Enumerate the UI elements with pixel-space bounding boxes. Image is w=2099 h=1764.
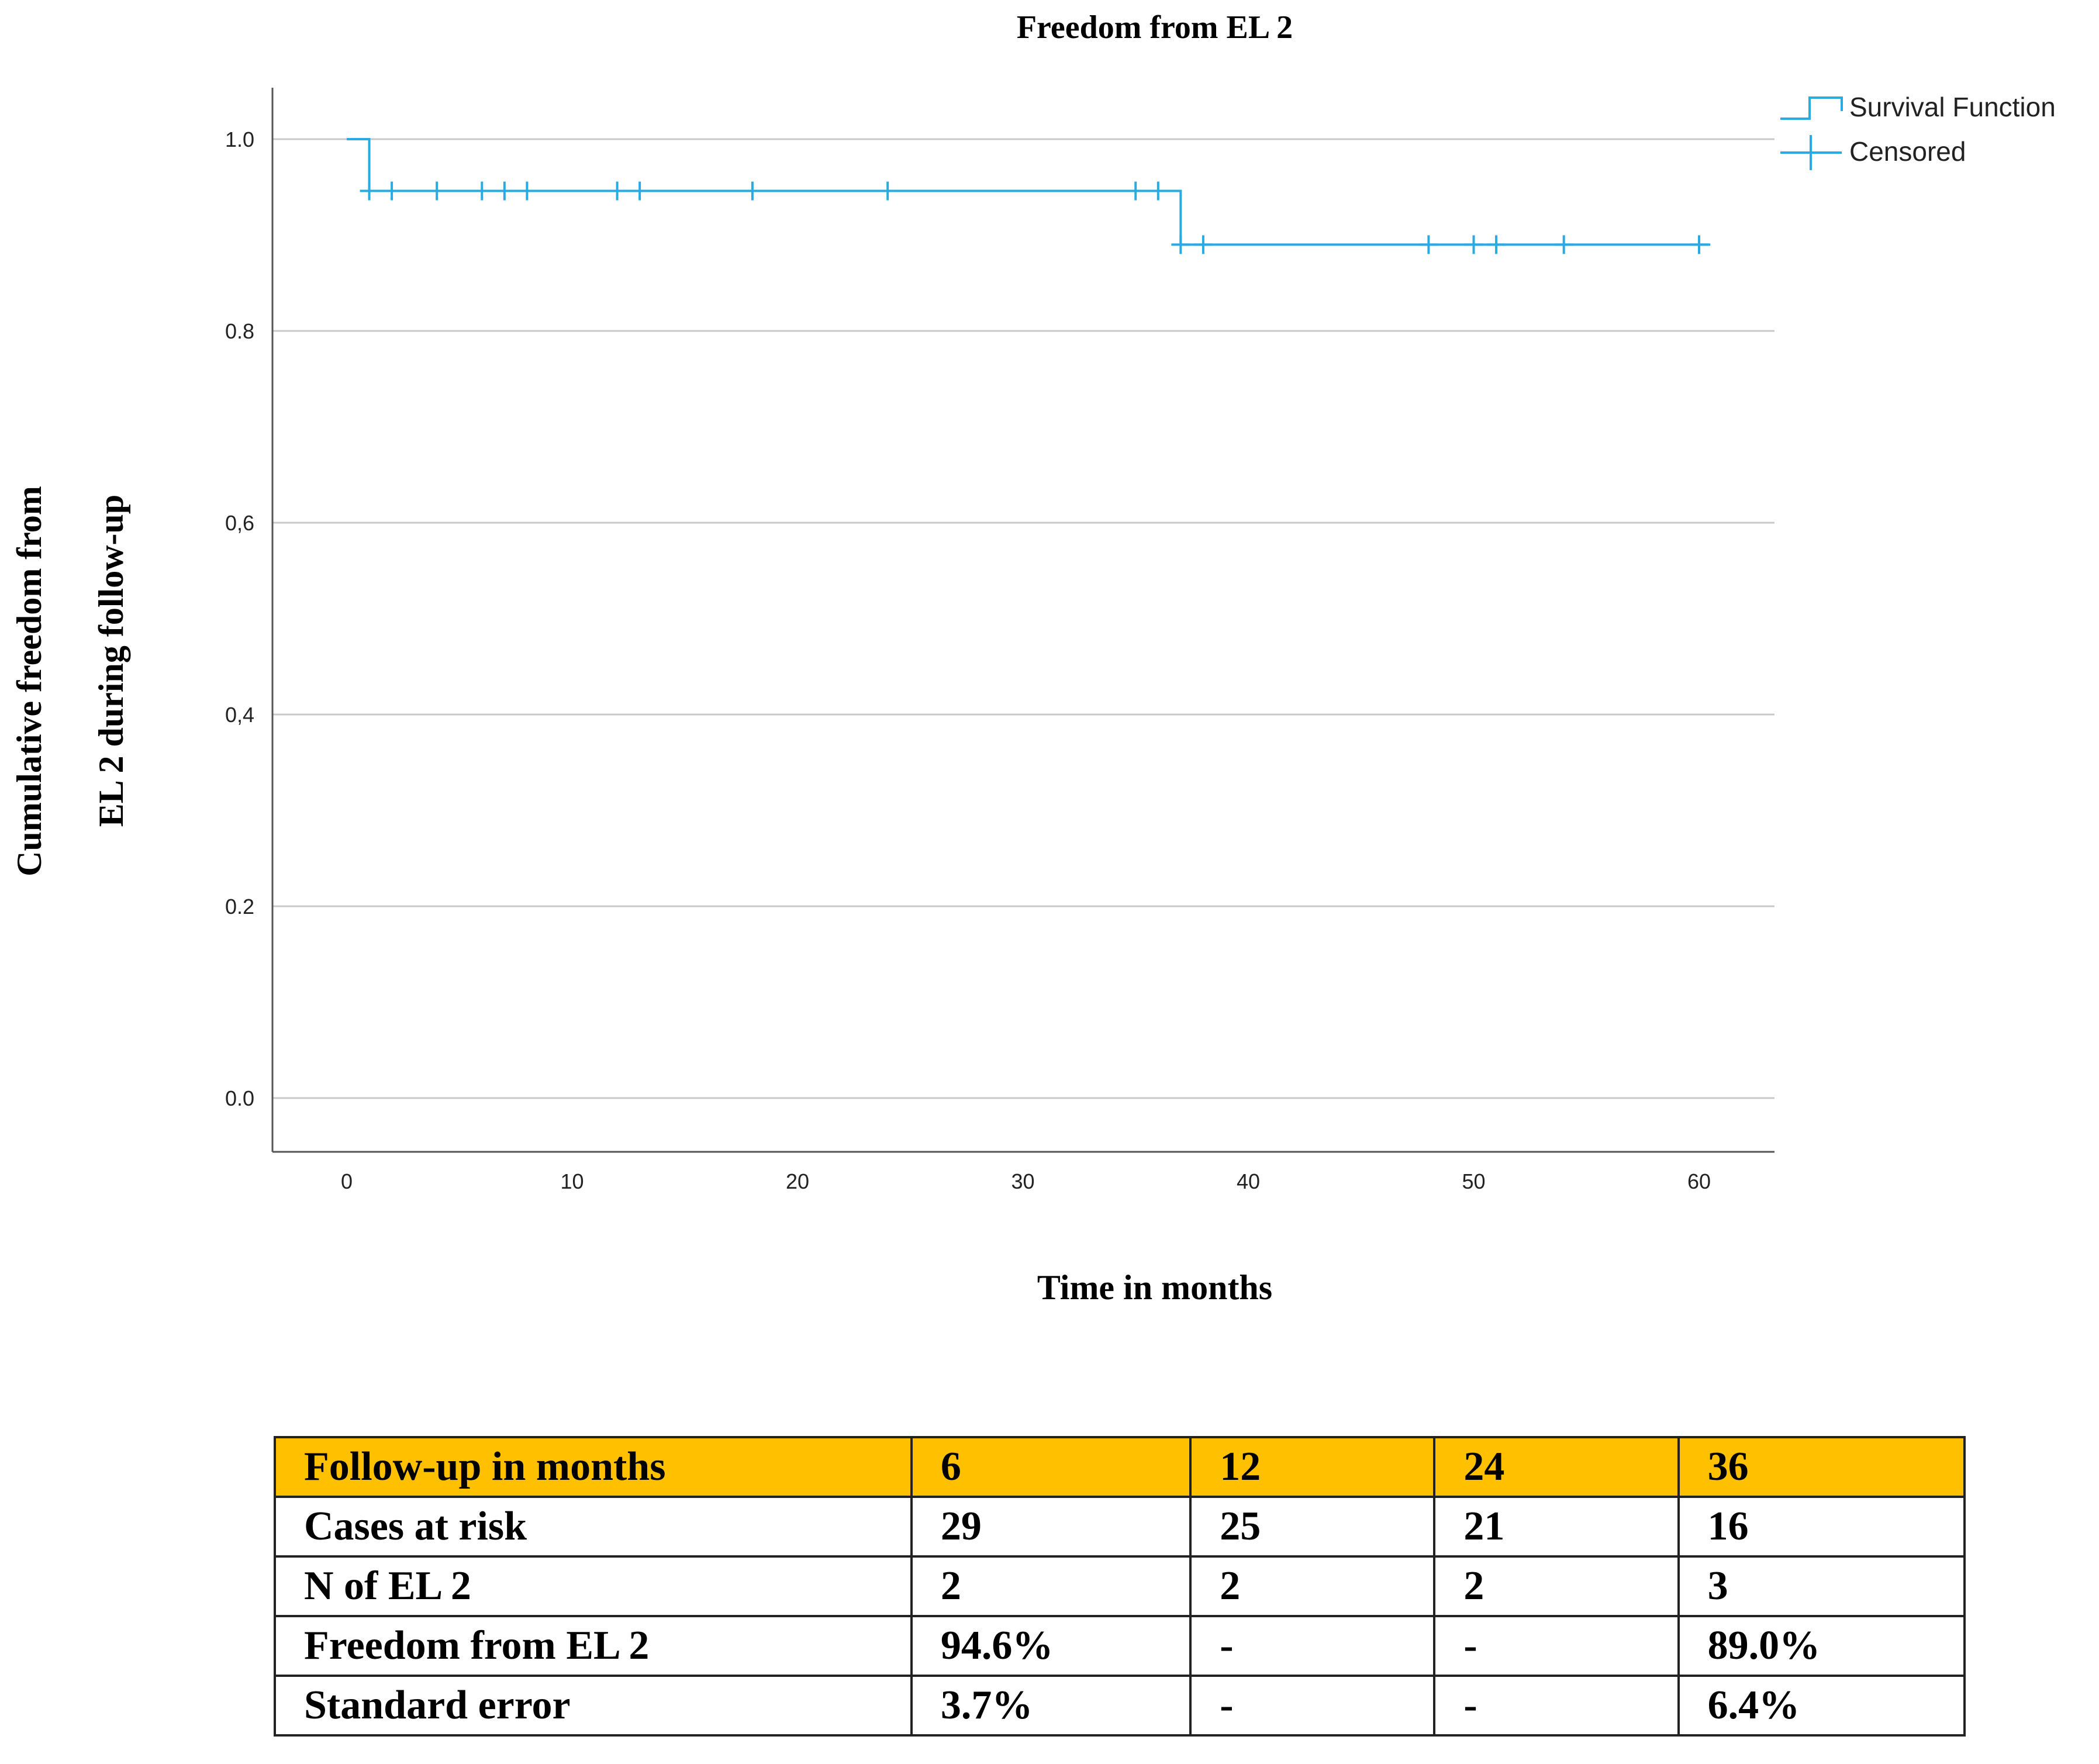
- y-tick-label-0: 0.0: [225, 1086, 254, 1110]
- value-cell: -: [1190, 1676, 1434, 1735]
- y-axis-title-line2: EL 2 during follow-up: [92, 494, 130, 827]
- censor-mark: [1149, 182, 1168, 201]
- value-cell: 29: [912, 1497, 1190, 1556]
- x-tick-label-4: 40: [1236, 1169, 1261, 1193]
- value-cell: 36: [1679, 1437, 1965, 1497]
- censor-mark: [743, 182, 762, 201]
- value-cell: 2: [1434, 1556, 1678, 1616]
- value-cell: 24: [1434, 1437, 1678, 1497]
- row-label-cell: Follow-up in months: [275, 1437, 912, 1497]
- value-cell: -: [1190, 1616, 1434, 1676]
- x-tick-label-6: 60: [1687, 1169, 1711, 1193]
- table-header-row: [275, 1437, 1965, 1497]
- value-cell: 12: [1190, 1437, 1434, 1497]
- value-cell: 2: [912, 1556, 1190, 1616]
- censor-mark: [630, 182, 649, 201]
- censor-mark: [495, 182, 514, 201]
- value-cell: -: [1434, 1616, 1678, 1676]
- survival-step-line: [347, 139, 1710, 244]
- table-row: [275, 1497, 1965, 1556]
- y-tick-label-3: 0,6: [225, 511, 254, 535]
- row-label-cell: Cases at risk: [275, 1497, 912, 1556]
- censor-mark: [360, 182, 379, 201]
- value-cell: 6.4%: [1679, 1676, 1965, 1735]
- risk-table: [274, 1436, 1966, 1737]
- row-label-cell: Freedom from EL 2: [275, 1616, 912, 1676]
- censor-mark: [1555, 235, 1573, 254]
- censor-mark: [608, 182, 627, 201]
- value-cell: 89.0%: [1679, 1616, 1965, 1676]
- censor-mark: [1690, 235, 1708, 254]
- censor-mark: [1419, 235, 1438, 254]
- series: [347, 139, 1710, 254]
- x-tick-label-0: 0: [340, 1169, 353, 1193]
- value-cell: 6: [912, 1437, 1190, 1497]
- x-tick-label-1: 10: [560, 1169, 584, 1193]
- x-axis-title: Time in months: [1037, 1268, 1273, 1307]
- row-label-cell: Standard error: [275, 1676, 912, 1735]
- x-tick-label-3: 30: [1011, 1169, 1035, 1193]
- x-tick-labels: [341, 1169, 1711, 1193]
- y-tick-label-4: 0.8: [225, 319, 254, 343]
- table-row: [275, 1616, 1965, 1676]
- y-tick-label-1: 0.2: [225, 895, 254, 919]
- y-tick-label-2: 0,4: [225, 703, 254, 727]
- legend-survival-label: Survival Function: [1849, 92, 2056, 122]
- chart-title: Freedom from EL 2: [1016, 9, 1293, 46]
- censor-mark: [878, 182, 897, 201]
- y-tick-label-5: 1.0: [225, 127, 254, 151]
- censor-mark: [427, 182, 446, 201]
- censor-mark: [1465, 235, 1483, 254]
- value-cell: 94.6%: [912, 1616, 1190, 1676]
- row-label-cell: N of EL 2: [275, 1556, 912, 1616]
- table-row: [275, 1676, 1965, 1735]
- x-tick-label-5: 50: [1462, 1169, 1486, 1193]
- legend-survival-swatch: [1780, 98, 1842, 119]
- censor-mark: [472, 182, 491, 201]
- value-cell: 25: [1190, 1497, 1434, 1556]
- x-tick-label-2: 20: [785, 1169, 810, 1193]
- censor-mark: [382, 182, 401, 201]
- y-tick-labels: [225, 127, 254, 1110]
- value-cell: 3: [1679, 1556, 1965, 1616]
- risk-table-body: [275, 1437, 1965, 1735]
- axes: [272, 88, 1775, 1152]
- table-row: [275, 1556, 1965, 1616]
- censor-mark: [517, 182, 536, 201]
- value-cell: 21: [1434, 1497, 1678, 1556]
- censor-mark: [1194, 235, 1213, 254]
- value-cell: 16: [1679, 1497, 1965, 1556]
- censor-mark: [1487, 235, 1506, 254]
- grid-lines: [272, 139, 1775, 1098]
- value-cell: -: [1434, 1676, 1678, 1735]
- legend-censored-label: Censored: [1849, 136, 1966, 167]
- y-axis-title-line1: Cumulative freedom from: [10, 486, 49, 876]
- value-cell: 3.7%: [912, 1676, 1190, 1735]
- censor-mark: [1171, 235, 1190, 254]
- censor-mark: [1126, 182, 1145, 201]
- legend: [1780, 92, 2056, 170]
- value-cell: 2: [1190, 1556, 1434, 1616]
